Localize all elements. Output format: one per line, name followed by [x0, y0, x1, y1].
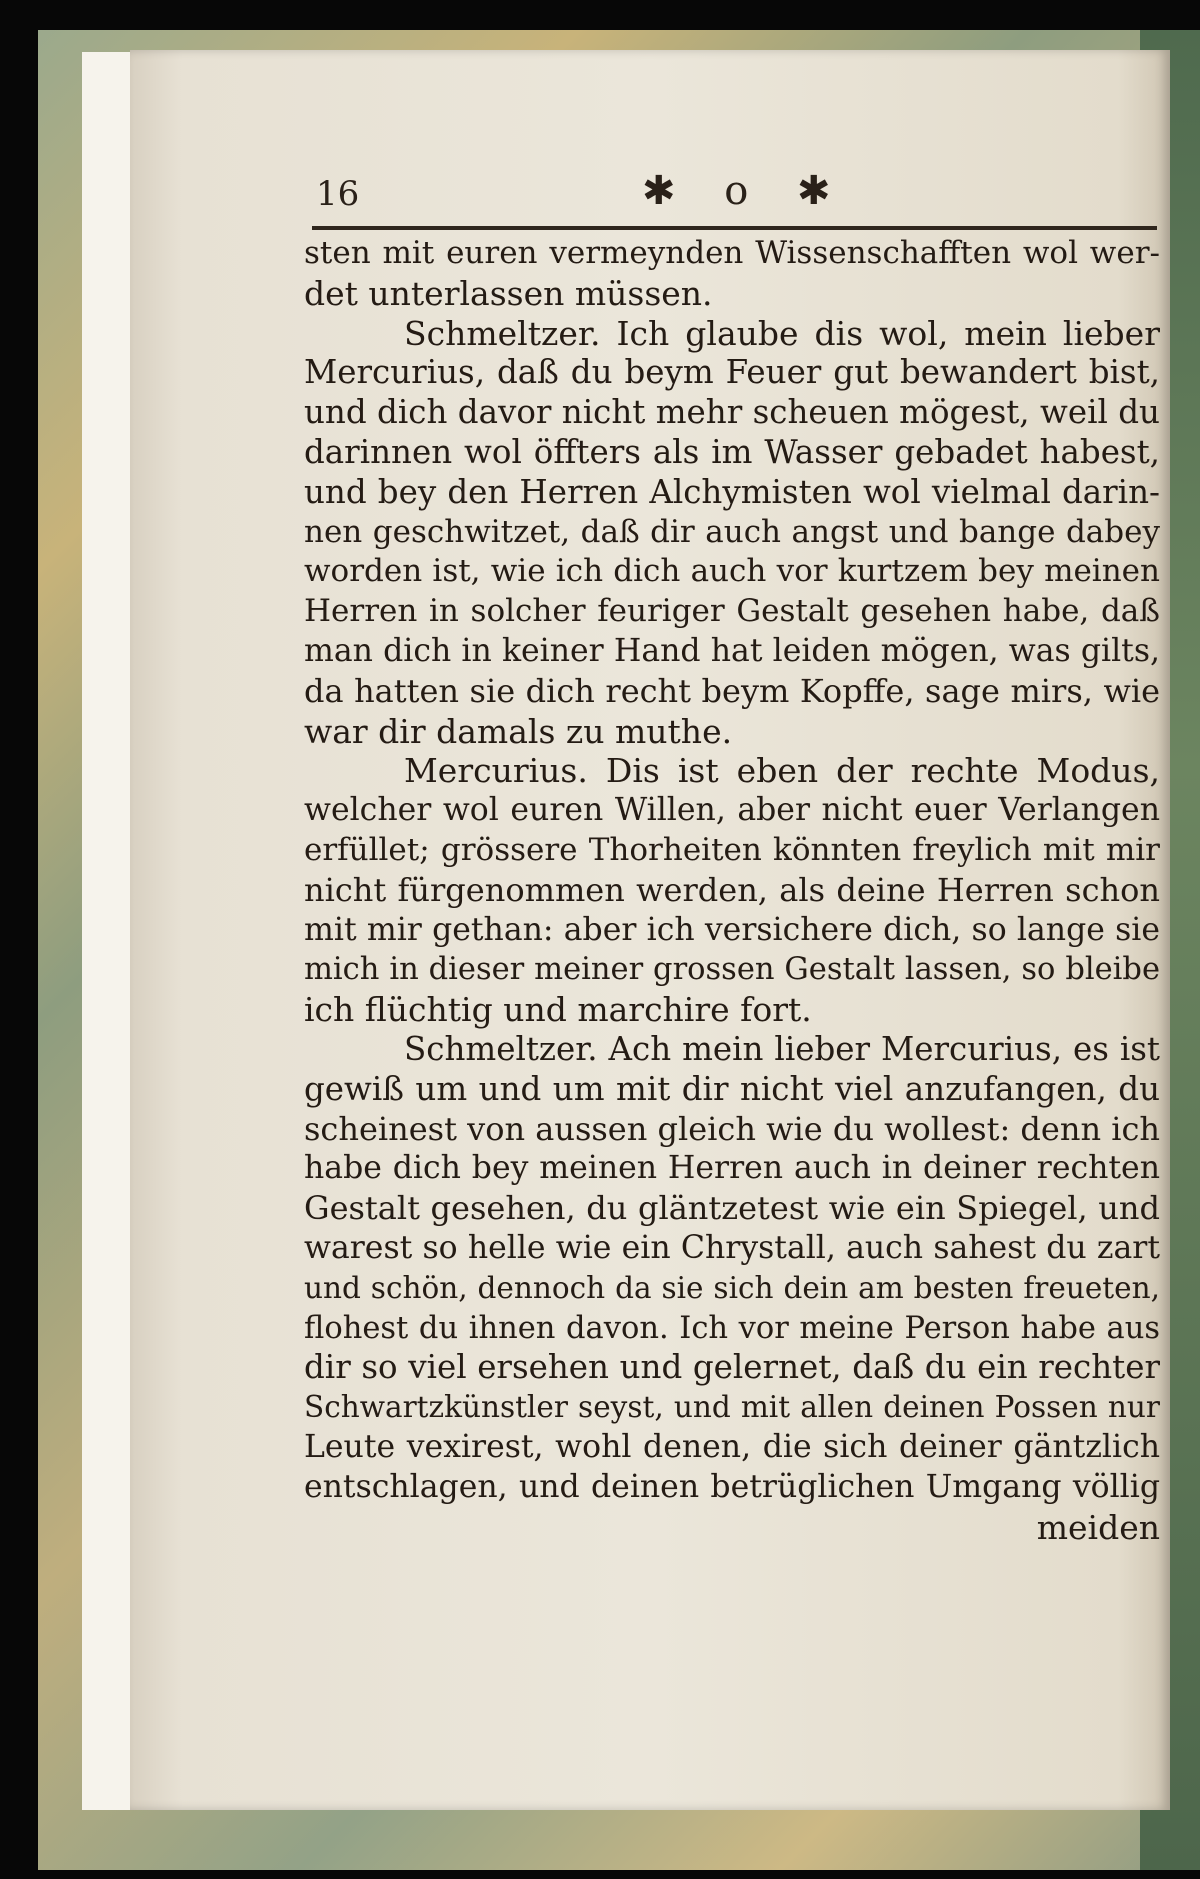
- text-line: nen geschwitzet, daß dir auch angst und bange dabey: [304, 513, 1160, 550]
- text-line: flohest du ihnen davon. Ich vor meine Person habe aus: [304, 1310, 1160, 1346]
- text-line: worden ist, wie ich dich auch vor kurtzem bey meinen: [304, 553, 1160, 590]
- text-line: sten mit euren vermeynden Wissenschafften wol wer-: [304, 235, 1160, 271]
- text-line: Mercurius, daß du beym Feuer gut bewandert bist,: [304, 353, 1160, 392]
- text-line: Herren in solcher feuriger Gestalt gesehen habe, daß: [304, 593, 1160, 630]
- text-line: det unterlassen müssen.: [304, 273, 713, 313]
- text-line: habe dich bey meinen Herren auch in deiner rechten: [304, 1150, 1160, 1187]
- text-line: gewiß um und um mit dir nicht viel anzufangen, du: [304, 1069, 1160, 1108]
- text-line: ich flüchtig und marchire fort.: [304, 990, 812, 1030]
- text-line: erfüllet; grössere Thorheiten könnten freylich mit mir: [304, 831, 1160, 868]
- text-line: Schwartzkünstler seyst, und mit allen deinen Possen nur: [304, 1390, 1160, 1425]
- header-ornament: ✱ o ✱: [642, 168, 849, 214]
- text-line: Schmeltzer. Ich glaube dis wol, mein lieber: [404, 313, 1160, 353]
- text-line: entschlagen, und deinen betrüglichen Umgang völlig: [304, 1468, 1160, 1505]
- text-line: mit mir gethan: aber ich versichere dich, so lange sie: [304, 911, 1160, 948]
- body-text: [304, 234, 1160, 1547]
- header-rule: [312, 226, 1157, 230]
- text-line: und schön, dennoch da sie sich dein am besten freueten,: [304, 1270, 1160, 1305]
- page-number: 16: [316, 174, 360, 214]
- text-line: warest so helle wie ein Chrystall, auch sahest du zart: [304, 1229, 1160, 1266]
- running-head: [312, 168, 1157, 224]
- text-line: mich in dieser meiner grossen Gestalt lassen, so bleibe: [304, 952, 1160, 988]
- text-line: Mercurius. Dis ist eben der rechte Modus,: [404, 751, 1160, 791]
- text-line: und bey den Herren Alchymisten wol vielmal darin-: [304, 472, 1160, 511]
- text-line: nicht fürgenommen werden, als deine Herren schon: [304, 870, 1160, 909]
- text-line: Leute vexirest, wohl denen, die sich deiner gäntzlich: [304, 1428, 1160, 1465]
- text-line: und dich davor nicht mehr scheuen mögest, weil du: [304, 393, 1160, 432]
- text-line: man dich in keiner Hand hat leiden mögen, was gilts,: [304, 632, 1160, 669]
- text-line: Gestalt gesehen, du gläntzetest wie ein Spiegel, und: [304, 1189, 1160, 1228]
- text-line: war dir damals zu muthe.: [304, 711, 733, 751]
- text-line: welcher wol euren Willen, aber nicht euer Verlangen: [304, 792, 1160, 829]
- text-line: scheinest von aussen gleich wie du wollest: denn ich: [304, 1109, 1160, 1148]
- text-line: darinnen wol öffters als im Wasser gebadet habest,: [304, 432, 1160, 471]
- text-line: Schmeltzer. Ach mein lieber Mercurius, es ist: [404, 1029, 1160, 1068]
- text-line: dir so viel ersehen und gelernet, daß du ein rechter: [304, 1348, 1160, 1387]
- text-line: da hatten sie dich recht beym Kopffe, sage mirs, wie: [304, 671, 1160, 710]
- text-line: meiden: [1036, 1507, 1160, 1547]
